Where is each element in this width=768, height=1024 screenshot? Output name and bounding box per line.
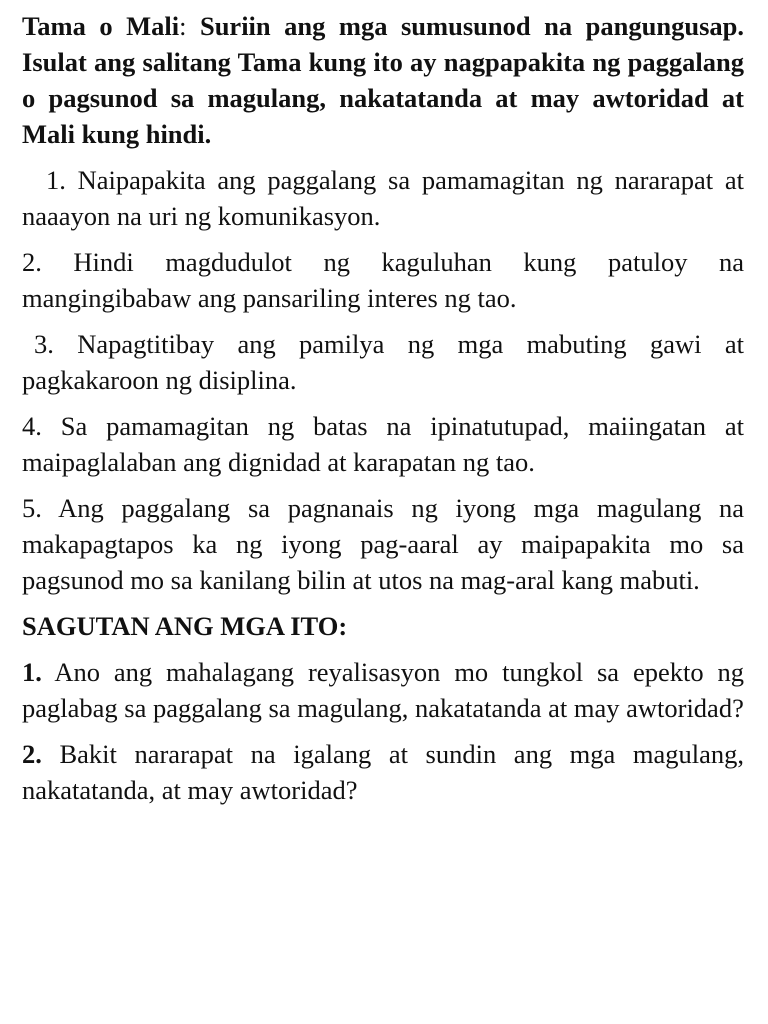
statement-text: Ang paggalang sa pagnanais ng iyong mga magulang na makapagtapos ka ng iyong pag-aaral ay maipapakita mo sa pagsunod mo sa kanilang bilin at utos na mag-aral kang mabuti. — [22, 493, 744, 595]
instructions-separator: : — [179, 11, 187, 41]
statement-number: 1. — [46, 165, 66, 195]
instructions-label: Tama o Mali — [22, 11, 180, 41]
statement-1 — [22, 162, 744, 234]
document-page — [22, 8, 744, 818]
question-number: 1. — [22, 657, 42, 687]
instructions-paragraph — [22, 8, 744, 152]
statement-number: 5. — [22, 493, 42, 523]
question-1 — [22, 654, 744, 726]
question-2 — [22, 736, 744, 808]
statement-number: 2. — [22, 247, 42, 277]
statement-text: Hindi magdudulot ng kaguluhan kung patuloy na mangingibabaw ang pansariling interes ng tao. — [22, 247, 744, 313]
statement-number: 3. — [34, 329, 54, 359]
section-title: SAGUTAN ANG MGA ITO: — [22, 611, 348, 641]
statement-text: Naipapakita ang paggalang sa pamamagitan ng nararapat at naaayon na uri ng komunikasyon. — [22, 165, 744, 231]
statement-2 — [22, 244, 744, 316]
statement-4 — [22, 408, 744, 480]
statement-text: Sa pamamagitan ng batas na ipinatutupad, maiingatan at maipaglalaban ang dignidad at karapatan ng tao. — [22, 411, 744, 477]
question-text: Bakit nararapat na igalang at sundin ang mga magulang, nakatatanda, at may awtoridad? — [22, 739, 744, 805]
instructions-text: Suriin ang mga sumusunod na pangungusap. Isulat ang salitang Tama kung ito ay nagpapakita ng paggalang o pagsunod sa magulang, nakatatanda at may awtoridad at Mali kung hindi. — [22, 11, 744, 149]
statement-3 — [22, 326, 744, 398]
statement-5 — [22, 490, 744, 598]
question-number: 2. — [22, 739, 42, 769]
statement-number: 4. — [22, 411, 42, 441]
statement-text: Napagtitibay ang pamilya ng mga mabuting gawi at pagkakaroon ng disiplina. — [22, 329, 744, 395]
question-text: Ano ang mahalagang reyalisasyon mo tungkol sa epekto ng paglabag sa paggalang sa magulang, nakatatanda at may awtoridad? — [22, 657, 744, 723]
